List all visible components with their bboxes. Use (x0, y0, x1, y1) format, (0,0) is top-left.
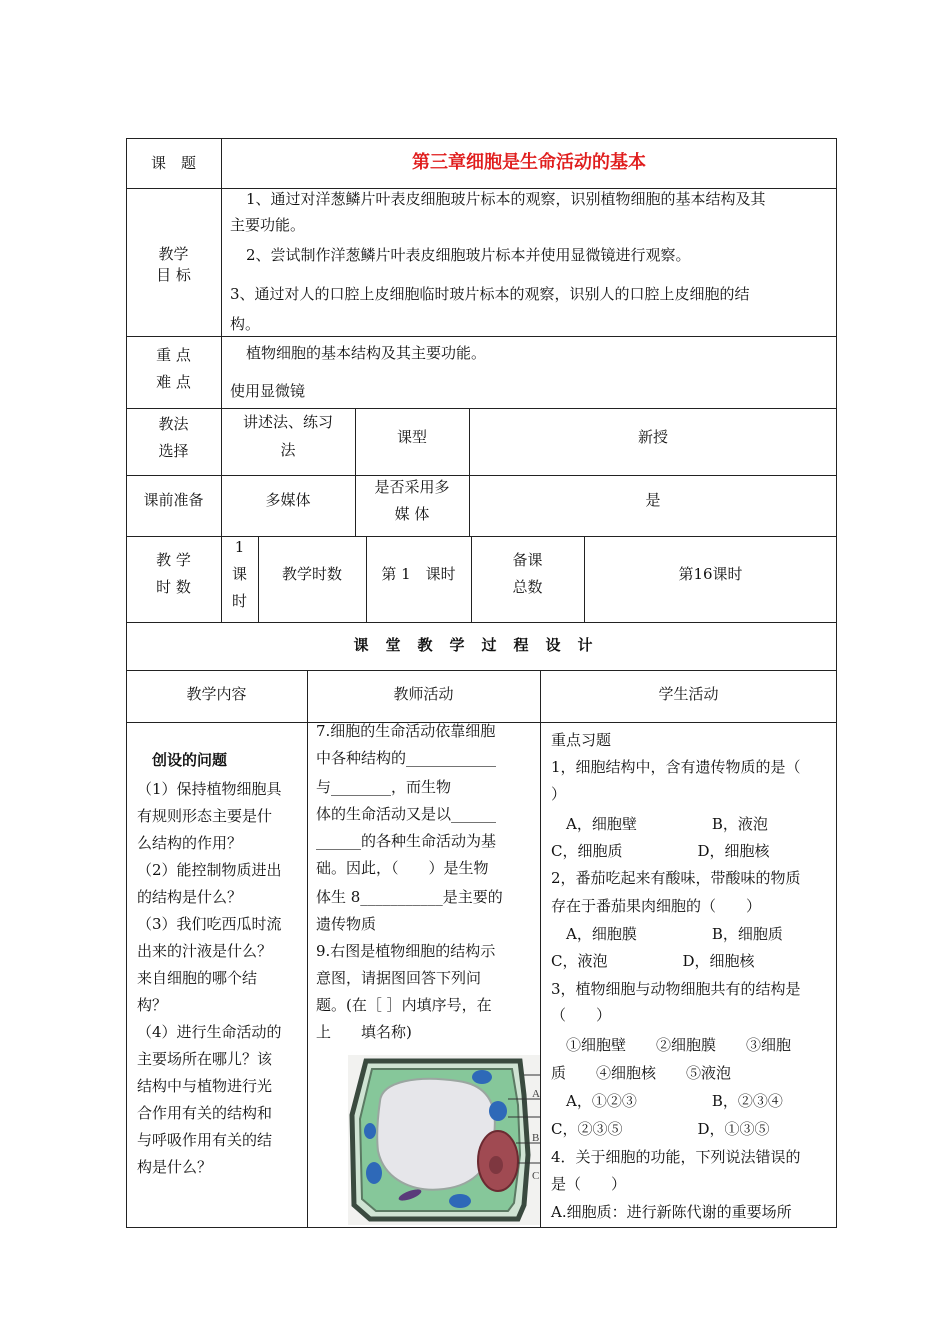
content-line: 么结构的作用？ (137, 834, 243, 852)
prep-label: 课前准备 (143, 491, 204, 509)
student-line: 1，细胞结构中，含有遗传物质的是（ (551, 758, 801, 776)
content-line: （2）能控制物质进出 (137, 861, 282, 879)
topic-label: 课 题 (150, 154, 196, 172)
multimedia-value: 是 (645, 491, 661, 509)
diagram-label-c: C (532, 1170, 540, 1182)
chloroplast (489, 1101, 507, 1121)
content-line: 构？ (137, 996, 168, 1014)
content-line: 主要场所在哪儿？该 (137, 1050, 273, 1068)
hours-label-1: 教 学 (156, 551, 191, 569)
teacher-line: 础。因此，（ ）是生物 (316, 859, 489, 877)
teacher-line: 中各种结构的____________ (316, 749, 497, 767)
student-line: A，细胞壁 B，液泡 (551, 815, 768, 833)
content-line: 出来的汁液是什么？ (137, 942, 273, 960)
hours-count-3: 时 (231, 592, 247, 610)
row-divider (126, 622, 837, 623)
student-line: 2，番茄吃起来有酸味，带酸味的物质 (551, 869, 801, 887)
student-line: 3，植物细胞与动物细胞共有的结构是 (551, 980, 801, 998)
lesson-title: 第三章细胞是生命活动的基本 (412, 152, 646, 173)
teacher-line: 7.细胞的生命活动依靠细胞 (316, 722, 496, 740)
goal-3: 3、通过对人的口腔上皮细胞临时玻片标本的观察，识别人的口腔上皮细胞的结 (230, 285, 750, 303)
student-line: A，细胞膜 B，细胞质 (551, 925, 783, 943)
row-divider (126, 670, 837, 671)
multimedia-label-2: 媒 体 (394, 505, 430, 523)
content-line: 来自细胞的哪个结 (137, 969, 258, 987)
content-line: 与呼吸作用有关的结 (137, 1131, 273, 1149)
student-line: A，①②③ B，②③④ (551, 1092, 783, 1110)
diagram-label-b: B (532, 1132, 540, 1144)
student-line: 是（ ） (551, 1175, 627, 1193)
goal-1: 1、通过对洋葱鳞片叶表皮细胞玻片标本的观察，识别植物细胞的基本结构及其 (246, 190, 766, 208)
teacher-line: 与________，而生物 (316, 778, 452, 796)
teacher-line: ______的各种生命活动为基 (316, 832, 497, 850)
row-divider (126, 475, 837, 476)
vacuole (377, 1079, 495, 1190)
teacher-line: 题。(在［ ］内填序号，在 (316, 996, 492, 1014)
prep-value: 多媒体 (265, 491, 311, 509)
student-line: 存在于番茄果肉细胞的（ ） (551, 897, 762, 915)
student-line: C，②③⑤ D，①③⑤ (551, 1120, 770, 1138)
method-label-1: 教法 (158, 415, 189, 433)
lesson-number: 第 1 课时 (381, 565, 456, 583)
student-line: 重点习题 (551, 731, 612, 749)
student-line: ①细胞壁 ②细胞膜 ③细胞 (551, 1036, 792, 1054)
content-line: （3）我们吃西瓜时流 (137, 915, 282, 933)
goals-label-1: 教学 (158, 245, 189, 263)
lesson-type-value: 新授 (637, 428, 668, 446)
chloroplast (364, 1123, 376, 1139)
multimedia-label-1: 是否采用多 (374, 478, 450, 496)
content-line: （1）保持植物细胞具 (137, 780, 282, 798)
total-label-1: 备课 (512, 551, 543, 569)
hours-count-1: 1 (234, 538, 245, 556)
teacher-line: 上 填名称) (316, 1023, 412, 1041)
process-heading: 课堂教学过程设计 (353, 636, 610, 654)
content-line: 构是什么？ (137, 1158, 213, 1176)
hours-count-2: 课 (231, 565, 247, 583)
teacher-line: 体生 8___________是主要的 (316, 888, 503, 906)
method-value-2: 法 (280, 441, 296, 459)
goal-1-cont: 主要功能。 (230, 216, 306, 234)
col-content-header: 教学内容 (186, 685, 247, 703)
chloroplast (366, 1162, 382, 1184)
content-line: 结构中与植物进行光 (137, 1077, 273, 1095)
col-student-header: 学生活动 (658, 685, 719, 703)
method-value-1: 讲述法、练习 (242, 413, 333, 431)
teaching-hours-label: 教学时数 (281, 565, 342, 583)
teacher-line: 遗传物质 (316, 915, 377, 933)
content-line: （4）进行生命活动的 (137, 1023, 282, 1041)
lesson-type-label: 课型 (396, 428, 427, 446)
keypoints-label-2: 难 点 (156, 373, 191, 391)
nucleolus (489, 1156, 503, 1174)
method-label-2: 选择 (158, 442, 189, 460)
key-point: 植物细胞的基本结构及其主要功能。 (246, 344, 487, 362)
goals-label-2: 目 标 (156, 266, 191, 284)
goal-2: 2、尝试制作洋葱鳞片叶表皮细胞玻片标本并使用显微镜进行观察。 (246, 246, 691, 264)
col-teacher-header: 教师活动 (393, 685, 454, 703)
chloroplast (472, 1070, 492, 1084)
student-line: C，液泡 D，细胞核 (551, 952, 755, 970)
col-divider (540, 670, 541, 1228)
diagram-label-a: A (532, 1088, 540, 1100)
chloroplast (449, 1194, 471, 1208)
plant-cell-diagram (348, 1055, 540, 1225)
teacher-line: 体的生命活动又是以______ (316, 805, 497, 823)
total-label-2: 总数 (512, 578, 543, 596)
student-line: ） (551, 785, 567, 803)
content-line: 有规则形态主要是什 (137, 807, 273, 825)
goal-3-cont: 构。 (230, 315, 261, 333)
difficult-point: 使用显微镜 (230, 382, 306, 400)
teacher-line: 9.右图是植物细胞的结构示 (316, 942, 496, 960)
student-line: 4．关于细胞的功能，下列说法错误的 (551, 1148, 801, 1166)
content-line: 合作用有关的结构和 (137, 1104, 273, 1122)
hours-label-2: 时 数 (156, 578, 191, 596)
col-divider (307, 670, 308, 1228)
student-line: （ ） (551, 1006, 612, 1024)
student-line: C，细胞质 D，细胞核 (551, 842, 770, 860)
content-title: 创设的问题 (152, 751, 228, 769)
total-value: 第16课时 (678, 565, 743, 583)
student-line: 质 ④细胞核 ⑤液泡 (551, 1064, 732, 1082)
teacher-line: 意图，请据图回答下列问 (316, 969, 482, 987)
keypoints-label-1: 重 点 (156, 346, 191, 364)
student-line: A.细胞质：进行新陈代谢的重要场所 (551, 1203, 792, 1221)
content-line: 的结构是什么？ (137, 888, 243, 906)
